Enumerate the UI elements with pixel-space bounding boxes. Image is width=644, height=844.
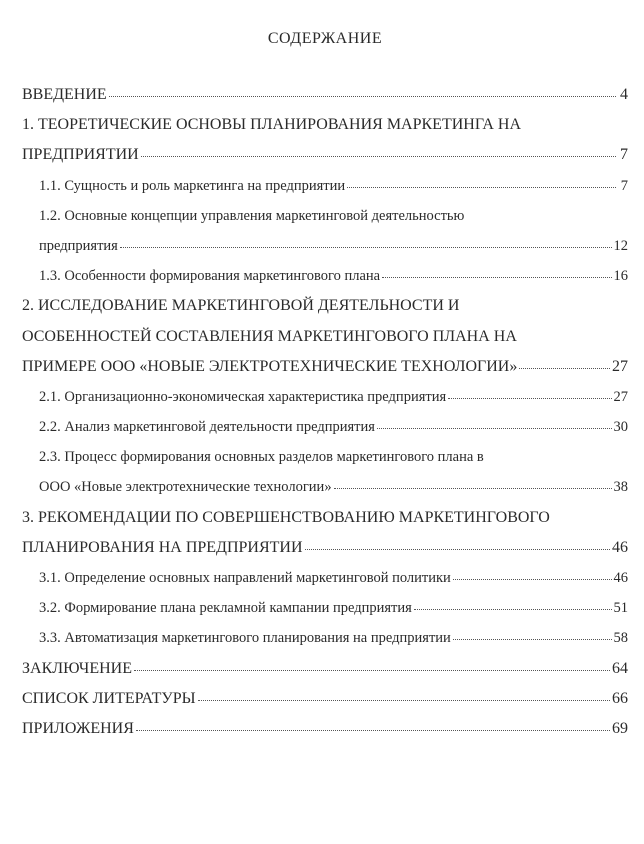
toc-entry-text: ВВЕДЕНИЕ <box>22 86 107 103</box>
dot-leader <box>120 247 612 248</box>
toc-page-number: 12 <box>613 237 628 254</box>
toc-entry <box>22 714 628 744</box>
toc-entry-line <box>22 503 628 533</box>
toc-page-number: 58 <box>613 630 628 647</box>
toc-page-number: 27 <box>613 388 628 405</box>
dot-leader <box>109 96 616 97</box>
toc-entry-line <box>22 412 628 442</box>
toc-entry-text: 1.1. Сущность и роль маркетинга на предприятии <box>39 177 346 194</box>
dot-leader <box>519 368 610 369</box>
toc-entry-line <box>22 261 628 291</box>
dot-leader <box>334 488 612 489</box>
toc-entry-text: 1.2. Основные концепции управления маркетинговой деятельностью <box>39 207 465 224</box>
toc-page-number: 16 <box>613 268 628 285</box>
toc-page-number: 51 <box>613 600 628 617</box>
toc-entry <box>22 654 628 684</box>
toc-entry-text: 2. ИССЛЕДОВАНИЕ МАРКЕТИНГОВОЙ ДЕЯТЕЛЬНОСТИ И <box>22 297 460 315</box>
toc-entry <box>22 382 628 412</box>
toc-entry-text: 3.3. Автоматизация маркетингового планирования на предприятии <box>39 630 451 647</box>
dot-leader <box>305 549 610 550</box>
table-of-contents <box>22 80 628 744</box>
toc-entry-line <box>22 110 628 140</box>
toc-entry-text: ЗАКЛЮЧЕНИЕ <box>22 659 132 677</box>
page-title: СОДЕРЖАНИЕ <box>267 30 383 47</box>
toc-entry-text: ОСОБЕННОСТЕЙ СОСТАВЛЕНИЯ МАРКЕТИНГОВОГО ПЛАНА НА <box>22 327 517 345</box>
toc-entry <box>22 623 628 653</box>
toc-entry-line <box>22 684 628 714</box>
dot-leader <box>136 730 610 731</box>
toc-entry-text: 3.1. Определение основных направлений маркетинговой политики <box>39 570 451 586</box>
toc-entry <box>22 80 628 110</box>
dot-leader <box>141 156 616 157</box>
toc-entry-text: предприятия <box>39 237 118 254</box>
dot-leader <box>453 579 612 580</box>
toc-page-number: 66 <box>612 689 628 707</box>
toc-entry-line <box>22 291 628 321</box>
toc-entry <box>22 291 628 382</box>
toc-entry-line <box>22 382 628 412</box>
dot-leader <box>134 670 610 671</box>
dot-leader <box>382 277 611 278</box>
toc-entry-line <box>22 171 628 201</box>
toc-page-number: 27 <box>612 357 628 375</box>
toc-entry-text: 1. ТЕОРЕТИЧЕСКИЕ ОСНОВЫ ПЛАНИРОВАНИЯ МАРКЕТИНГА НА <box>22 116 521 134</box>
toc-page-number: 38 <box>613 479 628 496</box>
toc-entry <box>22 412 628 442</box>
toc-page-number: 7 <box>620 177 628 194</box>
toc-entry-line <box>22 563 628 593</box>
toc-entry-text: 3. РЕКОМЕНДАЦИИ ПО СОВЕРШЕНСТВОВАНИЮ МАРКЕТИНГОВОГО <box>22 508 550 526</box>
toc-entry-text: 2.1. Организационно-экономическая характеристика предприятия <box>39 388 447 405</box>
toc-entry <box>22 563 628 593</box>
toc-entry <box>22 684 628 714</box>
toc-entry-line <box>22 654 628 684</box>
toc-entry-line <box>22 714 628 744</box>
toc-entry-text: 1.3. Особенности формирования маркетингового плана <box>39 268 381 285</box>
toc-entry-line <box>22 140 628 170</box>
toc-page-number: 46 <box>613 570 628 586</box>
dot-leader <box>453 639 612 640</box>
toc-page-number: 4 <box>620 86 628 103</box>
toc-entry-line <box>22 593 628 623</box>
toc-entry-text: СПИСОК ЛИТЕРАТУРЫ <box>22 689 196 707</box>
toc-entry-text: ООО «Новые электротехнические технологии» <box>39 479 332 496</box>
toc-page-number: 64 <box>612 659 628 677</box>
toc-entry <box>22 171 628 201</box>
toc-entry-line <box>22 442 628 472</box>
toc-entry <box>22 593 628 623</box>
toc-page-number: 30 <box>613 419 628 436</box>
toc-entry <box>22 110 628 170</box>
dot-leader <box>414 609 612 610</box>
toc-entry-text: ПРИМЕРЕ ООО «НОВЫЕ ЭЛЕКТРОТЕХНИЧЕСКИЕ ТЕХНОЛОГИИ» <box>22 357 518 375</box>
dot-leader <box>347 187 616 188</box>
dot-leader <box>198 700 610 701</box>
toc-entry <box>22 261 628 291</box>
toc-page-number: 7 <box>620 146 628 164</box>
toc-entry-line <box>22 472 628 502</box>
toc-page-number: 46 <box>612 538 628 556</box>
toc-entry-line <box>22 201 628 231</box>
toc-entry-line <box>22 352 628 382</box>
toc-entry <box>22 442 628 502</box>
toc-entry <box>22 201 628 261</box>
toc-entry-text: 2.3. Процесс формирования основных разделов маркетингового плана в <box>39 449 484 466</box>
toc-entry-text: ПРИЛОЖЕНИЯ <box>22 719 134 737</box>
toc-entry-line <box>22 322 628 352</box>
toc-entry-line <box>22 623 628 653</box>
toc-entry-text: 2.2. Анализ маркетинговой деятельности предприятия <box>39 419 375 436</box>
toc-page-number: 69 <box>612 719 628 737</box>
toc-entry-text: ПРЕДПРИЯТИИ <box>22 146 139 164</box>
toc-entry-line <box>22 231 628 261</box>
toc-entry <box>22 503 628 563</box>
toc-entry-line <box>22 80 628 110</box>
toc-entry-line <box>22 533 628 563</box>
toc-entry-text: 3.2. Формирование плана рекламной кампании предприятия <box>39 600 412 617</box>
dot-leader <box>377 428 612 429</box>
dot-leader <box>448 398 611 399</box>
toc-entry-text: ПЛАНИРОВАНИЯ НА ПРЕДПРИЯТИИ <box>22 538 303 556</box>
